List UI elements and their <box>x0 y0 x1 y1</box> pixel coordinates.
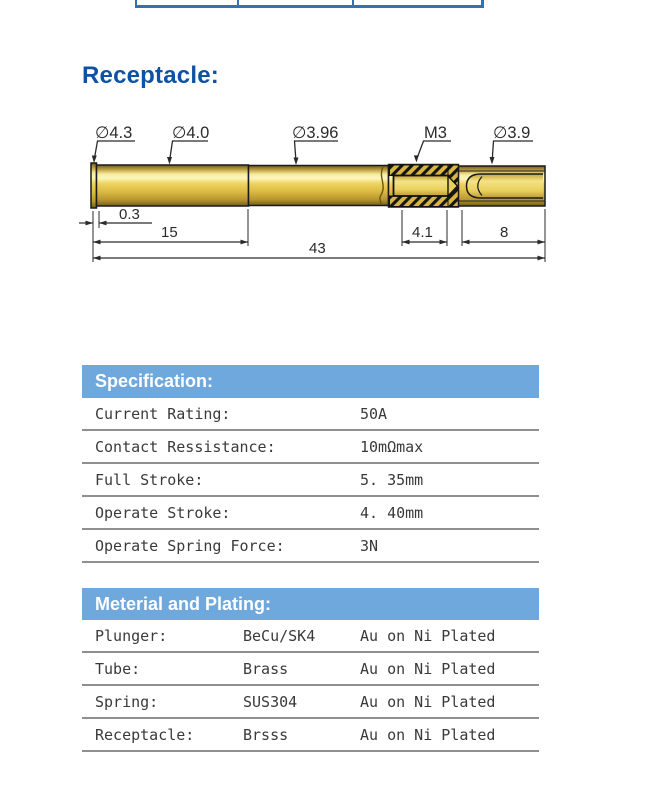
spec-value: 4. 40mm <box>360 504 424 522</box>
material-plating-table <box>82 588 539 752</box>
spec-label: Full Stroke: <box>95 471 204 489</box>
spec-value: 10mΩmax <box>360 438 424 456</box>
spec-label: Operate Spring Force: <box>95 537 285 555</box>
spec-value: 50A <box>360 405 388 423</box>
material-header-label: Meterial and Plating: <box>95 594 272 614</box>
top-table-border-bottom <box>135 5 484 8</box>
leader-lines <box>95 141 534 159</box>
leader-arrowheads <box>92 155 495 165</box>
material-name: BeCu/SK4 <box>243 627 316 645</box>
material-row-receptacle <box>82 719 539 752</box>
specification-table <box>82 365 539 563</box>
top-table-vline-2 <box>237 0 239 5</box>
material-part: Receptacle: <box>95 726 195 744</box>
page-title: Receptacle: <box>82 62 219 89</box>
spec-value: 3N <box>360 537 379 555</box>
spec-label: Contact Ressistance: <box>95 438 276 456</box>
dim-front-length: 15 <box>161 224 178 241</box>
label-tail-dia: ∅3.9 <box>493 124 531 142</box>
spec-row-operate-spring-force <box>82 530 539 563</box>
barrel-mid-d3p96 <box>249 166 389 206</box>
receptacle-body <box>91 163 545 208</box>
material-plating: Au on Ni Plated <box>360 693 496 711</box>
label-thread: M3 <box>424 124 447 142</box>
top-table-vline-3 <box>352 0 354 5</box>
spec-row-contact-resistance <box>82 431 539 464</box>
barrel-front-d4p0 <box>97 165 249 206</box>
material-name: Brsss <box>243 726 289 744</box>
spec-row-operate-stroke <box>82 497 539 530</box>
thread-bore <box>394 176 449 197</box>
dim-tail-length: 8 <box>500 224 509 241</box>
material-row-tube <box>82 653 539 686</box>
material-part: Tube: <box>95 660 141 678</box>
material-part: Spring: <box>95 693 159 711</box>
material-plating: Au on Ni Plated <box>360 726 496 744</box>
spec-row-full-stroke <box>82 464 539 497</box>
label-mid-dia: ∅3.96 <box>292 124 339 142</box>
spec-label: Current Rating: <box>95 405 231 423</box>
material-plating: Au on Ni Plated <box>360 627 496 645</box>
material-name: SUS304 <box>243 693 298 711</box>
spec-value: 5. 35mm <box>360 471 424 489</box>
material-part: Plunger: <box>95 627 168 645</box>
flange-0p3 <box>91 163 97 208</box>
material-row-plunger <box>82 620 539 653</box>
spec-row-current-rating <box>82 398 539 431</box>
material-row-spring <box>82 686 539 719</box>
label-flange-dia: ∅4.3 <box>95 124 133 142</box>
material-name: Brass <box>243 660 289 678</box>
material-header <box>82 588 539 620</box>
top-table-vline-right <box>481 0 484 8</box>
thread-hatch-top <box>390 165 458 176</box>
label-front-dia: ∅4.0 <box>172 124 210 142</box>
specification-header-label: Specification: <box>95 371 214 391</box>
dim-total-length: 43 <box>309 240 326 257</box>
technical-drawing <box>0 100 655 285</box>
dim-thread-length: 4.1 <box>412 224 433 241</box>
material-plating: Au on Ni Plated <box>360 660 496 678</box>
top-table-vline-1 <box>135 0 137 7</box>
specification-header <box>82 365 539 398</box>
dim-flange-width: 0.3 <box>119 206 140 223</box>
spec-label: Operate Stroke: <box>95 504 231 522</box>
